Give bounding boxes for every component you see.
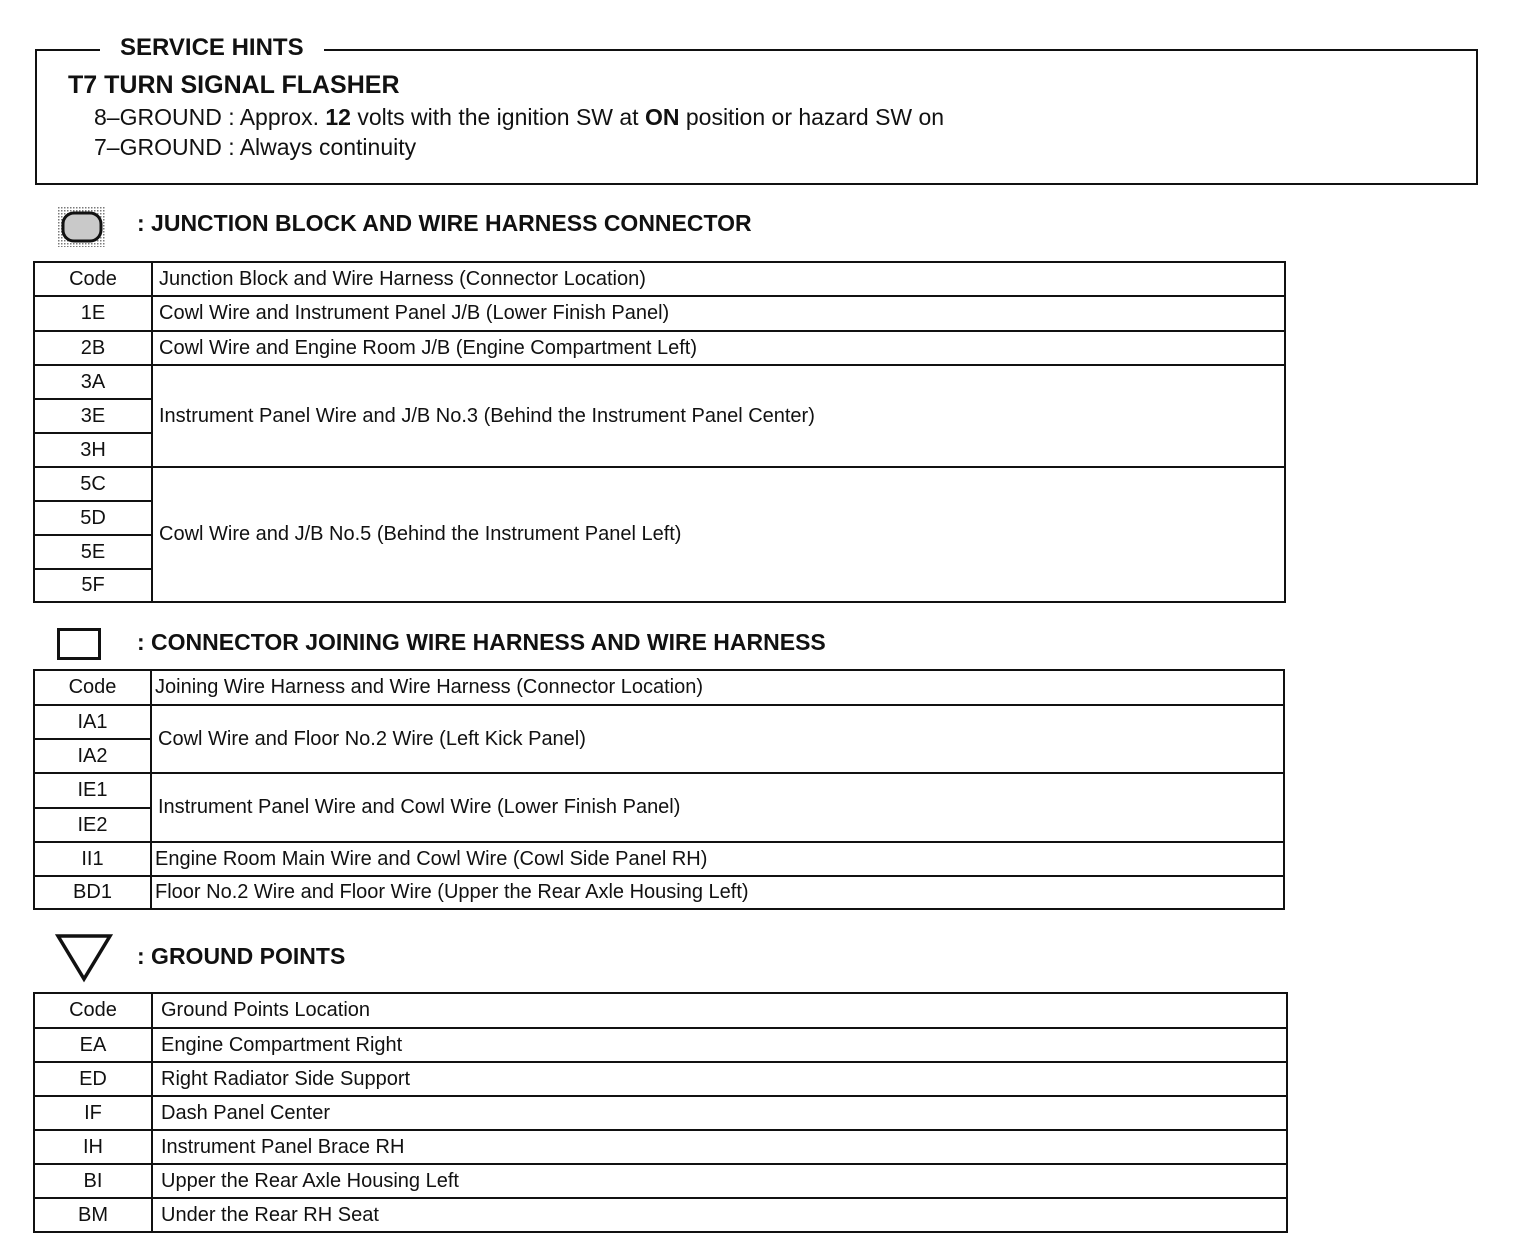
row-code: IH bbox=[34, 1130, 152, 1164]
row-code: 1E bbox=[34, 296, 152, 331]
row-code: 3H bbox=[34, 433, 152, 467]
ground-table bbox=[33, 992, 1288, 1233]
table-row bbox=[34, 1028, 1287, 1062]
table-row bbox=[34, 705, 1284, 739]
header-code: Code bbox=[34, 993, 152, 1028]
row-code: EA bbox=[34, 1028, 152, 1062]
row-desc: Floor No.2 Wire and Floor Wire (Upper the Rear Axle Housing Left) bbox=[151, 876, 1284, 909]
table-header-row bbox=[34, 670, 1284, 705]
row-code: IE2 bbox=[34, 808, 151, 842]
connector-icon bbox=[57, 628, 101, 660]
row-desc: Right Radiator Side Support bbox=[152, 1062, 1287, 1096]
row-code: ED bbox=[34, 1062, 152, 1096]
header-desc: Joining Wire Harness and Wire Harness (Connector Location) bbox=[151, 670, 1284, 705]
row-code: 2B bbox=[34, 331, 152, 365]
row-desc: Cowl Wire and Engine Room J/B (Engine Compartment Left) bbox=[152, 331, 1285, 365]
row-code: 5C bbox=[34, 467, 152, 501]
row-desc: Cowl Wire and J/B No.5 (Behind the Instrument Panel Left) bbox=[152, 467, 1285, 602]
row-code: 5D bbox=[34, 501, 152, 535]
row-desc: Dash Panel Center bbox=[152, 1096, 1287, 1130]
header-desc: Ground Points Location bbox=[152, 993, 1287, 1028]
table-row bbox=[34, 876, 1284, 909]
row-code: 5F bbox=[34, 569, 152, 602]
ground-section-heading: : GROUND POINTS bbox=[137, 943, 346, 969]
row-code: IA1 bbox=[34, 705, 151, 739]
table-row bbox=[34, 1130, 1287, 1164]
table-row bbox=[34, 842, 1284, 876]
table-row bbox=[34, 365, 1285, 399]
table-row bbox=[34, 296, 1285, 331]
junction-table bbox=[33, 261, 1286, 603]
connector-table bbox=[33, 669, 1285, 910]
row-code: 5E bbox=[34, 535, 152, 569]
header-code: Code bbox=[34, 670, 151, 705]
hint-line-8-ground: 8–GROUND : Approx. 12 volts with the ignition SW at ON position or hazard SW on bbox=[94, 104, 945, 130]
row-code: BD1 bbox=[34, 876, 151, 909]
row-code: IA2 bbox=[34, 739, 151, 773]
row-desc: Cowl Wire and Floor No.2 Wire (Left Kick Panel) bbox=[151, 705, 1284, 773]
row-code: 3A bbox=[34, 365, 152, 399]
row-code: IE1 bbox=[34, 773, 151, 808]
row-desc: Instrument Panel Wire and J/B No.3 (Behind the Instrument Panel Center) bbox=[152, 365, 1285, 467]
row-code: BM bbox=[34, 1198, 152, 1232]
table-row bbox=[34, 1062, 1287, 1096]
row-code: BI bbox=[34, 1164, 152, 1198]
row-desc: Engine Compartment Right bbox=[152, 1028, 1287, 1062]
junction-section-heading: : JUNCTION BLOCK AND WIRE HARNESS CONNECTOR bbox=[137, 210, 752, 236]
hint-subtitle: T7 TURN SIGNAL FLASHER bbox=[68, 71, 400, 99]
row-desc: Instrument Panel Brace RH bbox=[152, 1130, 1287, 1164]
table-row bbox=[34, 1164, 1287, 1198]
table-row bbox=[34, 331, 1285, 365]
header-code: Code bbox=[34, 262, 152, 296]
service-hints-title: SERVICE HINTS bbox=[100, 34, 324, 62]
row-desc: Cowl Wire and Instrument Panel J/B (Lower Finish Panel) bbox=[152, 296, 1285, 331]
row-desc: Under the Rear RH Seat bbox=[152, 1198, 1287, 1232]
row-desc: Upper the Rear Axle Housing Left bbox=[152, 1164, 1287, 1198]
table-row bbox=[34, 1096, 1287, 1130]
row-desc: Engine Room Main Wire and Cowl Wire (Cowl Side Panel RH) bbox=[151, 842, 1284, 876]
table-row bbox=[34, 1198, 1287, 1232]
table-row bbox=[34, 467, 1285, 501]
row-desc: Instrument Panel Wire and Cowl Wire (Lower Finish Panel) bbox=[151, 773, 1284, 842]
row-code: II1 bbox=[34, 842, 151, 876]
header-desc: Junction Block and Wire Harness (Connector Location) bbox=[152, 262, 1285, 296]
junction-block-icon bbox=[58, 207, 106, 247]
table-header-row bbox=[34, 262, 1285, 296]
connector-section-heading: : CONNECTOR JOINING WIRE HARNESS AND WIRE HARNESS bbox=[137, 629, 826, 655]
table-row bbox=[34, 773, 1284, 808]
ground-point-icon bbox=[55, 933, 113, 983]
table-header-row bbox=[34, 993, 1287, 1028]
row-code: 3E bbox=[34, 399, 152, 433]
row-code: IF bbox=[34, 1096, 152, 1130]
hint-line-7-ground: 7–GROUND : Always continuity bbox=[94, 134, 417, 160]
